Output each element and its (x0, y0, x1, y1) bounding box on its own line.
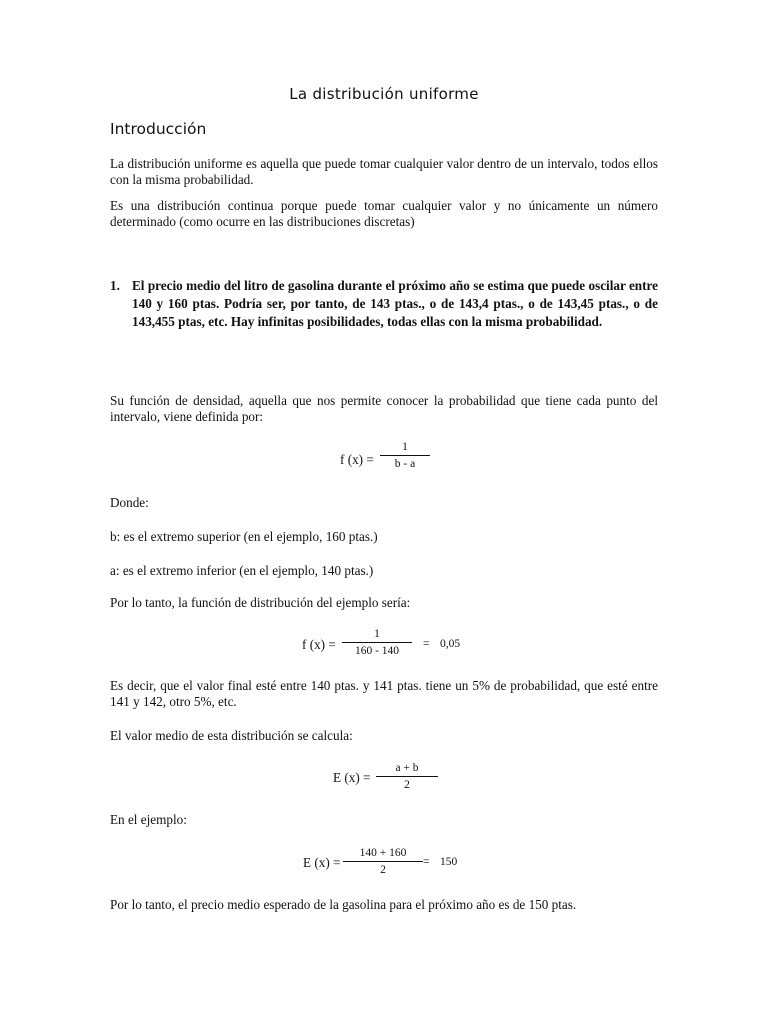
formula-lhs: f (x) = (340, 452, 374, 467)
paragraph-example: En el ejemplo: (110, 812, 187, 827)
denominator: 2 (404, 779, 410, 791)
denominator: 2 (380, 864, 386, 876)
formula-mean (333, 762, 443, 798)
denominator: 160 - 140 (354, 645, 400, 657)
formula-result: 150 (440, 856, 458, 868)
numerator: 140 + 160 (359, 847, 407, 859)
paragraph-continuous: Es una distribución continua porque puede tomar cualquier valor y no únicamente un número determinado (como ocurre en las distribuciones discretas) (110, 198, 658, 230)
list-number: 1. (110, 278, 120, 293)
section-heading: Introducción (110, 120, 207, 138)
numerator: 1 (402, 441, 408, 453)
fraction-bar (380, 455, 430, 456)
list-item-text: El precio medio del litro de gasolina durante el próximo año se estima que puede oscilar entre 140 y 160 ptas. Podría ser, por tanto, de 143 ptas., o de 143,4 ptas., o de 143,45 ptas., o de 143,455 ptas, etc. Hay infinitas posibilidades, todas ellas con la misma probabilidad. (132, 278, 658, 330)
numerator: a + b (395, 762, 419, 774)
formula-lhs: E (x) = (303, 855, 341, 870)
fraction (343, 847, 423, 876)
paragraph-conclusion: Por lo tanto, el precio medio esperado de la gasolina para el próximo año es de 150 ptas. (110, 897, 577, 912)
fraction (342, 628, 412, 657)
denominator: b - a (394, 458, 416, 470)
formula-lhs: f (x) = (302, 637, 336, 652)
fraction (376, 762, 438, 791)
paragraph-b-definition: b: es el extremo superior (en el ejemplo, 160 ptas.) (110, 529, 378, 544)
paragraph-a-definition: a: es el extremo inferior (en el ejemplo, 140 ptas.) (110, 563, 374, 578)
numerator: 1 (374, 628, 380, 640)
paragraph-density: Su función de densidad, aquella que nos permite conocer la probabilidad que tiene cada punto del intervalo, viene definida por: (110, 393, 658, 425)
equals-sign: = (423, 856, 430, 868)
fraction-bar (376, 776, 438, 777)
formula-example-mean (303, 847, 473, 883)
formula-result: 0,05 (440, 638, 461, 650)
numbered-list-item (110, 277, 658, 332)
paragraph-probability: Es decir, que el valor final esté entre 140 ptas. y 141 ptas. tiene un 5% de probabilidad, que esté entre 141 y 142, otro 5%, etc. (110, 678, 658, 710)
formula-lhs: E (x) = (333, 770, 371, 785)
equals-sign: = (423, 638, 430, 650)
fraction-bar (342, 642, 412, 643)
formula-density (340, 441, 440, 481)
fraction-bar (343, 861, 423, 862)
paragraph-mean: El valor medio de esta distribución se calcula: (110, 728, 353, 743)
paragraph-distribution: Por lo tanto, la función de distribución del ejemplo sería: (110, 595, 411, 610)
document-title: La distribución uniforme (289, 85, 479, 103)
paragraph-definition: La distribución uniforme es aquella que puede tomar cualquier valor dentro de un intervalo, todos ellos con la misma probabilidad. (110, 156, 658, 188)
formula-example-density (302, 628, 472, 668)
paragraph-donde: Donde: (110, 495, 149, 510)
fraction (380, 441, 430, 470)
